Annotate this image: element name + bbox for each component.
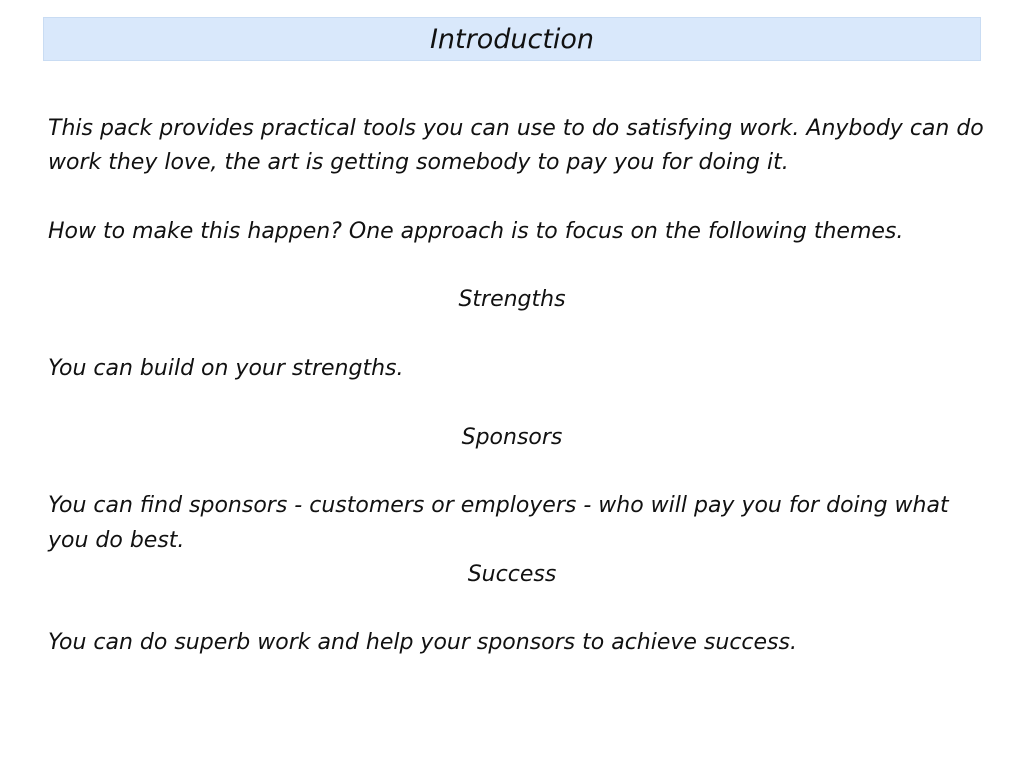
intro-paragraph: This pack provides practical tools you can use to do satisfying work. Anybody can do work they love, the art is getting somebody to pay you for doing it.: [48, 116, 984, 176]
spacer: [48, 592, 988, 626]
page-title: Introduction: [429, 23, 595, 55]
spacer: [48, 181, 988, 215]
content-body: [48, 112, 988, 661]
spacer: [48, 455, 988, 489]
theme-text-success: You can do superb work and help your sponsors to achieve success.: [48, 630, 797, 656]
theme-heading-success: Success: [467, 561, 557, 587]
spacer: [48, 318, 988, 352]
approach-paragraph: How to make this happen? One approach is to focus on the following themes.: [48, 218, 904, 244]
theme-text-sponsors: You can find sponsors - customers or employers - who will pay you for doing what you do best.: [48, 493, 949, 553]
theme-text-strengths: You can build on your strengths.: [48, 356, 404, 382]
title-bar: [43, 17, 981, 61]
theme-heading-strengths: Strengths: [458, 287, 566, 313]
spacer: [48, 249, 988, 283]
spacer: [48, 386, 988, 420]
theme-heading-sponsors: Sponsors: [461, 424, 563, 450]
